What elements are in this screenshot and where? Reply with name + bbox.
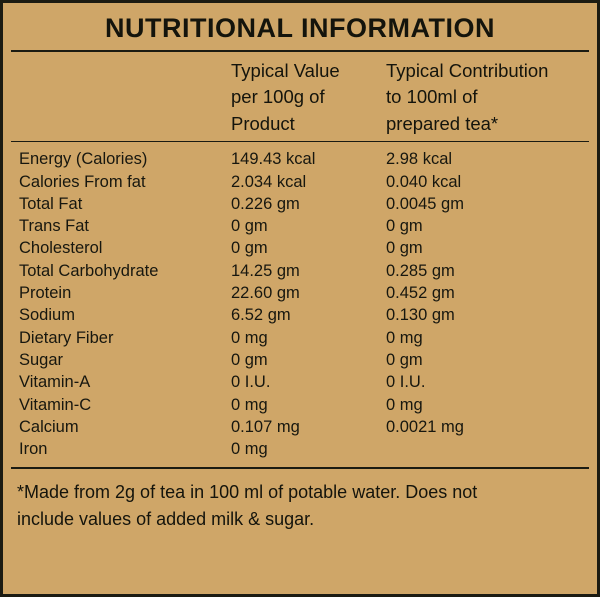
footnote-line: include values of added milk & sugar.	[17, 508, 315, 529]
cell-per-100ml: 0.452 gm	[386, 284, 455, 303]
cell-per-100ml: 0.0045 gm	[386, 194, 464, 213]
header-cell-nutrient	[3, 58, 221, 137]
table-row	[3, 394, 597, 416]
table-row	[3, 371, 597, 393]
cell-per-100g: 2.034 kcal	[231, 172, 307, 191]
page-title: NUTRITIONAL INFORMATION	[105, 13, 495, 43]
cell-per-100g: 6.52 gm	[231, 306, 291, 325]
cell-per-100ml: 0 I.U.	[386, 373, 426, 392]
cell-per-100ml: 0.0021 mg	[386, 417, 464, 436]
cell-nutrient: Vitamin-C	[19, 395, 92, 414]
cell-per-100g: 0 mg	[231, 328, 268, 347]
cell-nutrient: Cholesterol	[19, 239, 103, 258]
table-row	[3, 416, 597, 438]
header-cell-per-100ml: Typical Contribution to 100ml of prepared tea*	[386, 60, 549, 134]
cell-per-100g: 0.107 mg	[231, 417, 300, 436]
table-row	[3, 282, 597, 304]
cell-nutrient: Calories From fat	[19, 172, 146, 191]
footnote	[3, 469, 597, 533]
cell-per-100g: 0 gm	[231, 217, 268, 236]
table-row	[3, 349, 597, 371]
cell-per-100g: 0 gm	[231, 239, 268, 258]
cell-nutrient: Protein	[19, 284, 72, 303]
cell-per-100g: 149.43 kcal	[231, 150, 316, 169]
cell-nutrient: Total Carbohydrate	[19, 261, 159, 280]
cell-per-100ml: 0 gm	[386, 217, 423, 236]
table-row	[3, 237, 597, 259]
cell-nutrient: Dietary Fiber	[19, 328, 114, 347]
cell-per-100ml: 2.98 kcal	[386, 150, 453, 169]
cell-per-100g: 14.25 gm	[231, 261, 300, 280]
table-row	[3, 148, 597, 170]
table-row	[3, 438, 597, 460]
cell-per-100ml: 0.285 gm	[386, 261, 455, 280]
cell-nutrient: Sodium	[19, 306, 75, 325]
header-cell-per-100g: Typical Value per 100g of Product	[231, 60, 340, 134]
cell-per-100ml: 0.130 gm	[386, 306, 455, 325]
table-body	[3, 142, 597, 467]
cell-per-100g: 22.60 gm	[231, 284, 300, 303]
cell-per-100ml: 0.040 kcal	[386, 172, 462, 191]
cell-nutrient: Trans Fat	[19, 217, 89, 236]
table-row	[3, 171, 597, 193]
table-row	[3, 215, 597, 237]
table-row	[3, 260, 597, 282]
cell-per-100ml: 0 mg	[386, 328, 423, 347]
cell-per-100ml: 0 gm	[386, 239, 423, 258]
cell-per-100g: 0 mg	[231, 440, 268, 459]
table-row	[3, 327, 597, 349]
footnote-line: *Made from 2g of tea in 100 ml of potable water. Does not	[17, 481, 478, 502]
table-row	[3, 304, 597, 326]
cell-nutrient: Vitamin-A	[19, 373, 91, 392]
table-header-row	[3, 52, 597, 141]
cell-per-100g: 0 gm	[231, 350, 268, 369]
cell-per-100ml: 0 gm	[386, 350, 423, 369]
cell-per-100ml: 0 mg	[386, 395, 423, 414]
cell-nutrient: Energy (Calories)	[19, 150, 148, 169]
table-row	[3, 193, 597, 215]
cell-nutrient: Iron	[19, 440, 48, 459]
cell-nutrient: Calcium	[19, 417, 79, 436]
cell-per-100g: 0 I.U.	[231, 373, 271, 392]
cell-nutrient: Total Fat	[19, 194, 83, 213]
cell-per-100g: 0 mg	[231, 395, 268, 414]
cell-nutrient: Sugar	[19, 350, 64, 369]
cell-per-100g: 0.226 gm	[231, 194, 300, 213]
